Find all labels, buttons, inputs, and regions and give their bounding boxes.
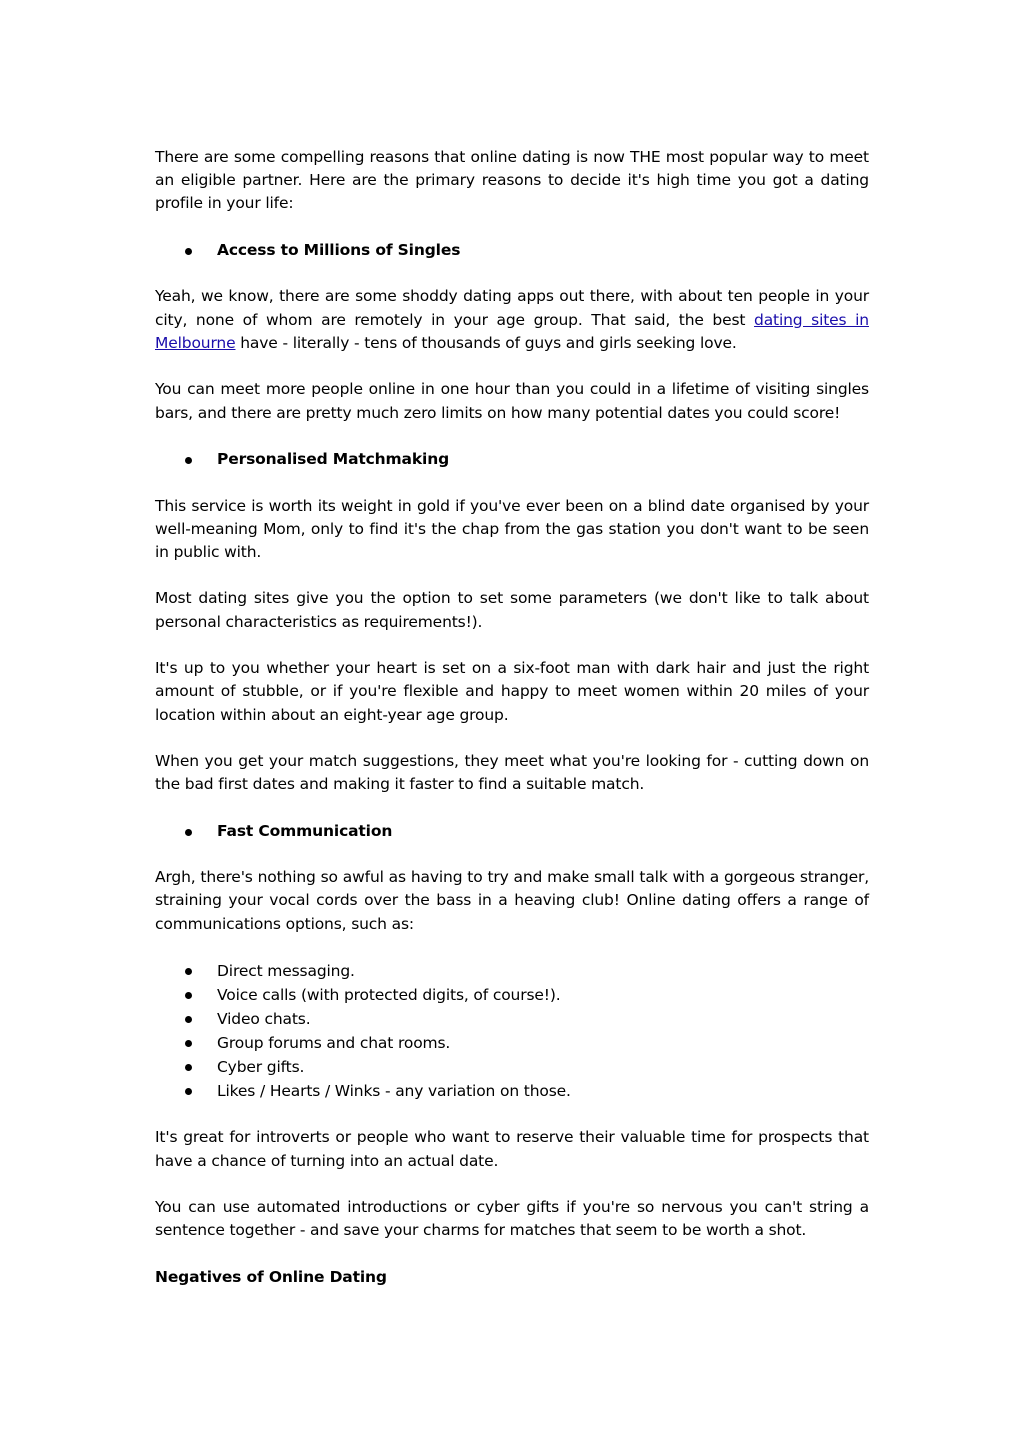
paragraph-blind-date: This service is worth its weight in gold if you've ever been on a blind date organised by your well-meaning Mom, only to find it's the chap from the gas station you don't want to be seen in public with. [155,496,869,561]
bullet-icon [185,1088,192,1095]
section-heading-negatives: Negatives of Online Dating [155,1267,387,1286]
bullet-heading-access [155,239,869,262]
paragraph-suggestions: When you get your match suggestions, they meet what you're looking for - cutting down on the bad first dates and making it faster to find a suitable match. [155,752,869,794]
list-item: Voice calls (with protected digits, of course!). [155,983,869,1007]
list-item: Likes / Hearts / Winks - any variation on those. [155,1079,869,1103]
paragraph-preferences: It's up to you whether your heart is set on a six-foot man with dark hair and just the right amount of stubble, or if you're flexible and happy to meet women within 20 miles of your location within about an eight-year age group. [155,659,869,724]
bullet-icon [185,248,192,255]
communication-options-list [155,959,869,1103]
intro-paragraph: There are some compelling reasons that online dating is now THE most popular way to meet an eligible partner. Here are the primary reasons to decide it's high time you got a dating profile in your life: [155,148,869,213]
list-item: Cyber gifts. [155,1055,869,1079]
bullet-heading-matchmaking [155,448,869,471]
bullet-heading-label: Access to Millions of Singles [217,240,461,259]
list-item: Group forums and chat rooms. [155,1031,869,1055]
paragraph-small-talk: Argh, there's nothing so awful as having to try and make small talk with a gorgeous stranger, straining your vocal cords over the bass in a heaving club! Online dating offers a range of communications options, such as: [155,868,869,933]
dating-sites-link[interactable]: dating sites in Melbourne [155,310,869,352]
bullet-heading-label: Fast Communication [217,821,393,840]
bullet-icon [185,992,192,999]
bullet-icon [185,1040,192,1047]
list-item: Video chats. [155,1007,869,1031]
paragraph-automated-intros: You can use automated introductions or cyber gifts if you're so nervous you can't string a sentence together - and save your charms for matches that seem to be worth a shot. [155,1198,869,1240]
paragraph-parameters: Most dating sites give you the option to set some parameters (we don't like to talk about personal characteristics as requirements!). [155,589,869,631]
bullet-icon [185,829,192,836]
bullet-heading-communication [155,820,869,843]
bullet-icon [185,457,192,464]
bullet-icon [185,968,192,975]
bullet-icon [185,1064,192,1071]
paragraph-meet-more: You can meet more people online in one hour than you could in a lifetime of visiting singles bars, and there are pretty much zero limits on how many potential dates you could score! [155,380,869,422]
bullet-icon [185,1016,192,1023]
bullet-heading-label: Personalised Matchmaking [217,450,450,469]
paragraph-apps: Yeah, we know, there are some shoddy dating apps out there, with about ten people in your city, none of whom are remotely in your age group. That said, the best dating sites in Melbourne have - literally - tens of thousands of guys and girls seeking love. [155,287,869,352]
list-item: Direct messaging. [155,959,869,983]
paragraph-introverts: It's great for introverts or people who want to reserve their valuable time for prospects that have a chance of turning into an actual date. [155,1128,869,1170]
document-page [155,146,869,1312]
